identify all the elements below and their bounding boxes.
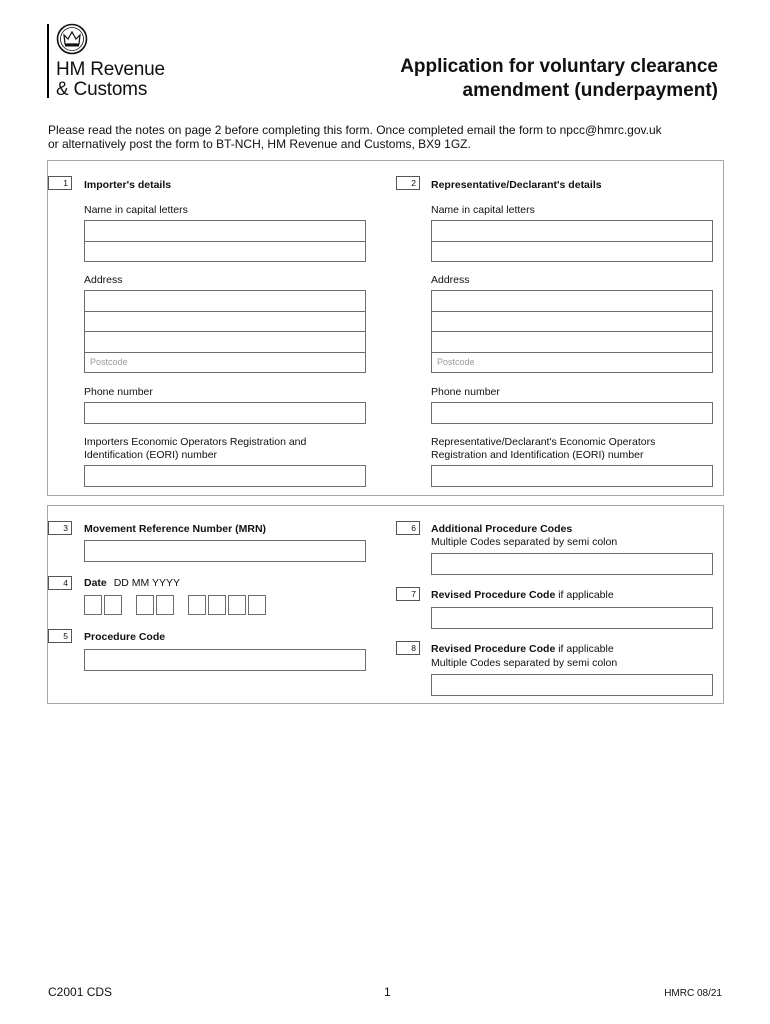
importers-details-heading: Importer's details	[84, 179, 172, 191]
section-number-7: 7	[396, 587, 420, 601]
logo-line2: & Customs	[56, 79, 148, 100]
hmrc-logo-text	[56, 60, 165, 100]
representative-eori-label-line1: Representative/Declarant's Economic Operators	[431, 436, 656, 448]
importer-phone-label: Phone number	[84, 386, 153, 398]
section-number-1: 1	[48, 176, 72, 190]
representative-address-line3[interactable]	[432, 331, 712, 351]
form-id: C2001 CDS	[48, 985, 113, 999]
revised-procedure-codes-label	[431, 643, 614, 656]
procedure-panel	[47, 505, 724, 704]
date-year-digit4[interactable]	[248, 595, 266, 615]
importer-eori-label-line1: Importers Economic Operators Registration and	[84, 436, 307, 448]
intro-line2: or alternatively post the form to BT-NCH, HM Revenue and Customs, BX9 1GZ.	[48, 137, 471, 151]
date-day-digit1[interactable]	[84, 595, 102, 615]
representative-postcode-placeholder: Postcode	[437, 357, 475, 367]
date-format-hint: DD MM YYYY	[113, 577, 181, 589]
representative-postcode-input[interactable]	[432, 352, 712, 372]
date-heading: Date	[84, 577, 107, 589]
date-year-digit3[interactable]	[228, 595, 246, 615]
page-number: 1	[384, 985, 391, 999]
section-number-2: 2	[396, 176, 420, 190]
importer-postcode-placeholder: Postcode	[90, 357, 128, 367]
date-day-digit2[interactable]	[104, 595, 122, 615]
form-version: HMRC 08/21	[664, 988, 722, 999]
revised-procedure-code-label	[431, 589, 614, 602]
intro-line1: Please read the notes on page 2 before completing this form. Once completed email the form to npcc@hmrc.gov.uk	[48, 123, 662, 137]
section-number-8: 8	[396, 641, 420, 655]
revised-procedure-code-heading: Revised Procedure Code	[431, 589, 556, 601]
importer-name-line2[interactable]	[85, 241, 365, 261]
mrn-input[interactable]	[84, 540, 366, 562]
importer-eori-label-line2: Identification (EORI) number	[84, 449, 218, 461]
importer-address-line3[interactable]	[85, 331, 365, 351]
importer-address-field[interactable]	[84, 290, 366, 373]
procedure-code-input[interactable]	[84, 649, 366, 671]
date-month-digit1[interactable]	[136, 595, 154, 615]
revised-procedure-code-suffix: if applicable	[555, 589, 614, 601]
additional-procedure-codes-input[interactable]	[431, 553, 713, 575]
section-number-3: 3	[48, 521, 72, 535]
representative-eori-label	[431, 436, 655, 462]
importer-phone-input[interactable]	[84, 402, 366, 424]
representative-name-field[interactable]	[431, 220, 713, 262]
importer-address-line1[interactable]	[85, 291, 365, 311]
revised-procedure-code-input[interactable]	[431, 607, 713, 629]
importer-eori-label	[84, 436, 306, 462]
representative-eori-label-line2: Registration and Identification (EORI) number	[431, 449, 644, 461]
revised-procedure-codes-input[interactable]	[431, 674, 713, 696]
section-number-6: 6	[396, 521, 420, 535]
title-line2: amendment (underpayment)	[462, 80, 718, 101]
details-panel	[47, 160, 724, 496]
additional-procedure-codes-heading: Additional Procedure Codes	[431, 523, 573, 535]
revised-procedure-codes-suffix: if applicable	[555, 643, 614, 655]
crown-crest-icon	[56, 23, 88, 55]
page-title	[400, 55, 718, 103]
importer-name-line1[interactable]	[85, 221, 365, 241]
representative-details-heading: Representative/Declarant's details	[431, 179, 602, 191]
importer-name-field[interactable]	[84, 220, 366, 262]
procedure-code-heading: Procedure Code	[84, 631, 166, 643]
representative-eori-input[interactable]	[431, 465, 713, 487]
additional-procedure-codes-hint: Multiple Codes separated by semi colon	[431, 536, 618, 548]
representative-name-line1[interactable]	[432, 221, 712, 241]
representative-address-line2[interactable]	[432, 311, 712, 331]
importer-address-line2[interactable]	[85, 311, 365, 331]
date-month-digit2[interactable]	[156, 595, 174, 615]
mrn-heading: Movement Reference Number (MRN)	[84, 523, 267, 535]
representative-name-line2[interactable]	[432, 241, 712, 261]
representative-name-label: Name in capital letters	[431, 204, 535, 216]
representative-address-field[interactable]	[431, 290, 713, 373]
importer-postcode-input[interactable]	[85, 352, 365, 372]
revised-procedure-codes-hint: Multiple Codes separated by semi colon	[431, 657, 618, 669]
logo-line1: HM Revenue	[56, 59, 165, 80]
logo-divider	[47, 24, 49, 98]
title-line1: Application for voluntary clearance	[400, 56, 718, 77]
section-number-4: 4	[48, 576, 72, 590]
representative-address-line1[interactable]	[432, 291, 712, 311]
date-year-digit2[interactable]	[208, 595, 226, 615]
importer-name-label: Name in capital letters	[84, 204, 188, 216]
representative-phone-label: Phone number	[431, 386, 500, 398]
representative-phone-input[interactable]	[431, 402, 713, 424]
importer-eori-input[interactable]	[84, 465, 366, 487]
revised-procedure-codes-heading: Revised Procedure Code	[431, 643, 556, 655]
section-number-5: 5	[48, 629, 72, 643]
date-year-digit1[interactable]	[188, 595, 206, 615]
date-label	[84, 577, 180, 590]
representative-address-label: Address	[431, 274, 470, 286]
importer-address-label: Address	[84, 274, 123, 286]
intro-text	[48, 123, 728, 151]
